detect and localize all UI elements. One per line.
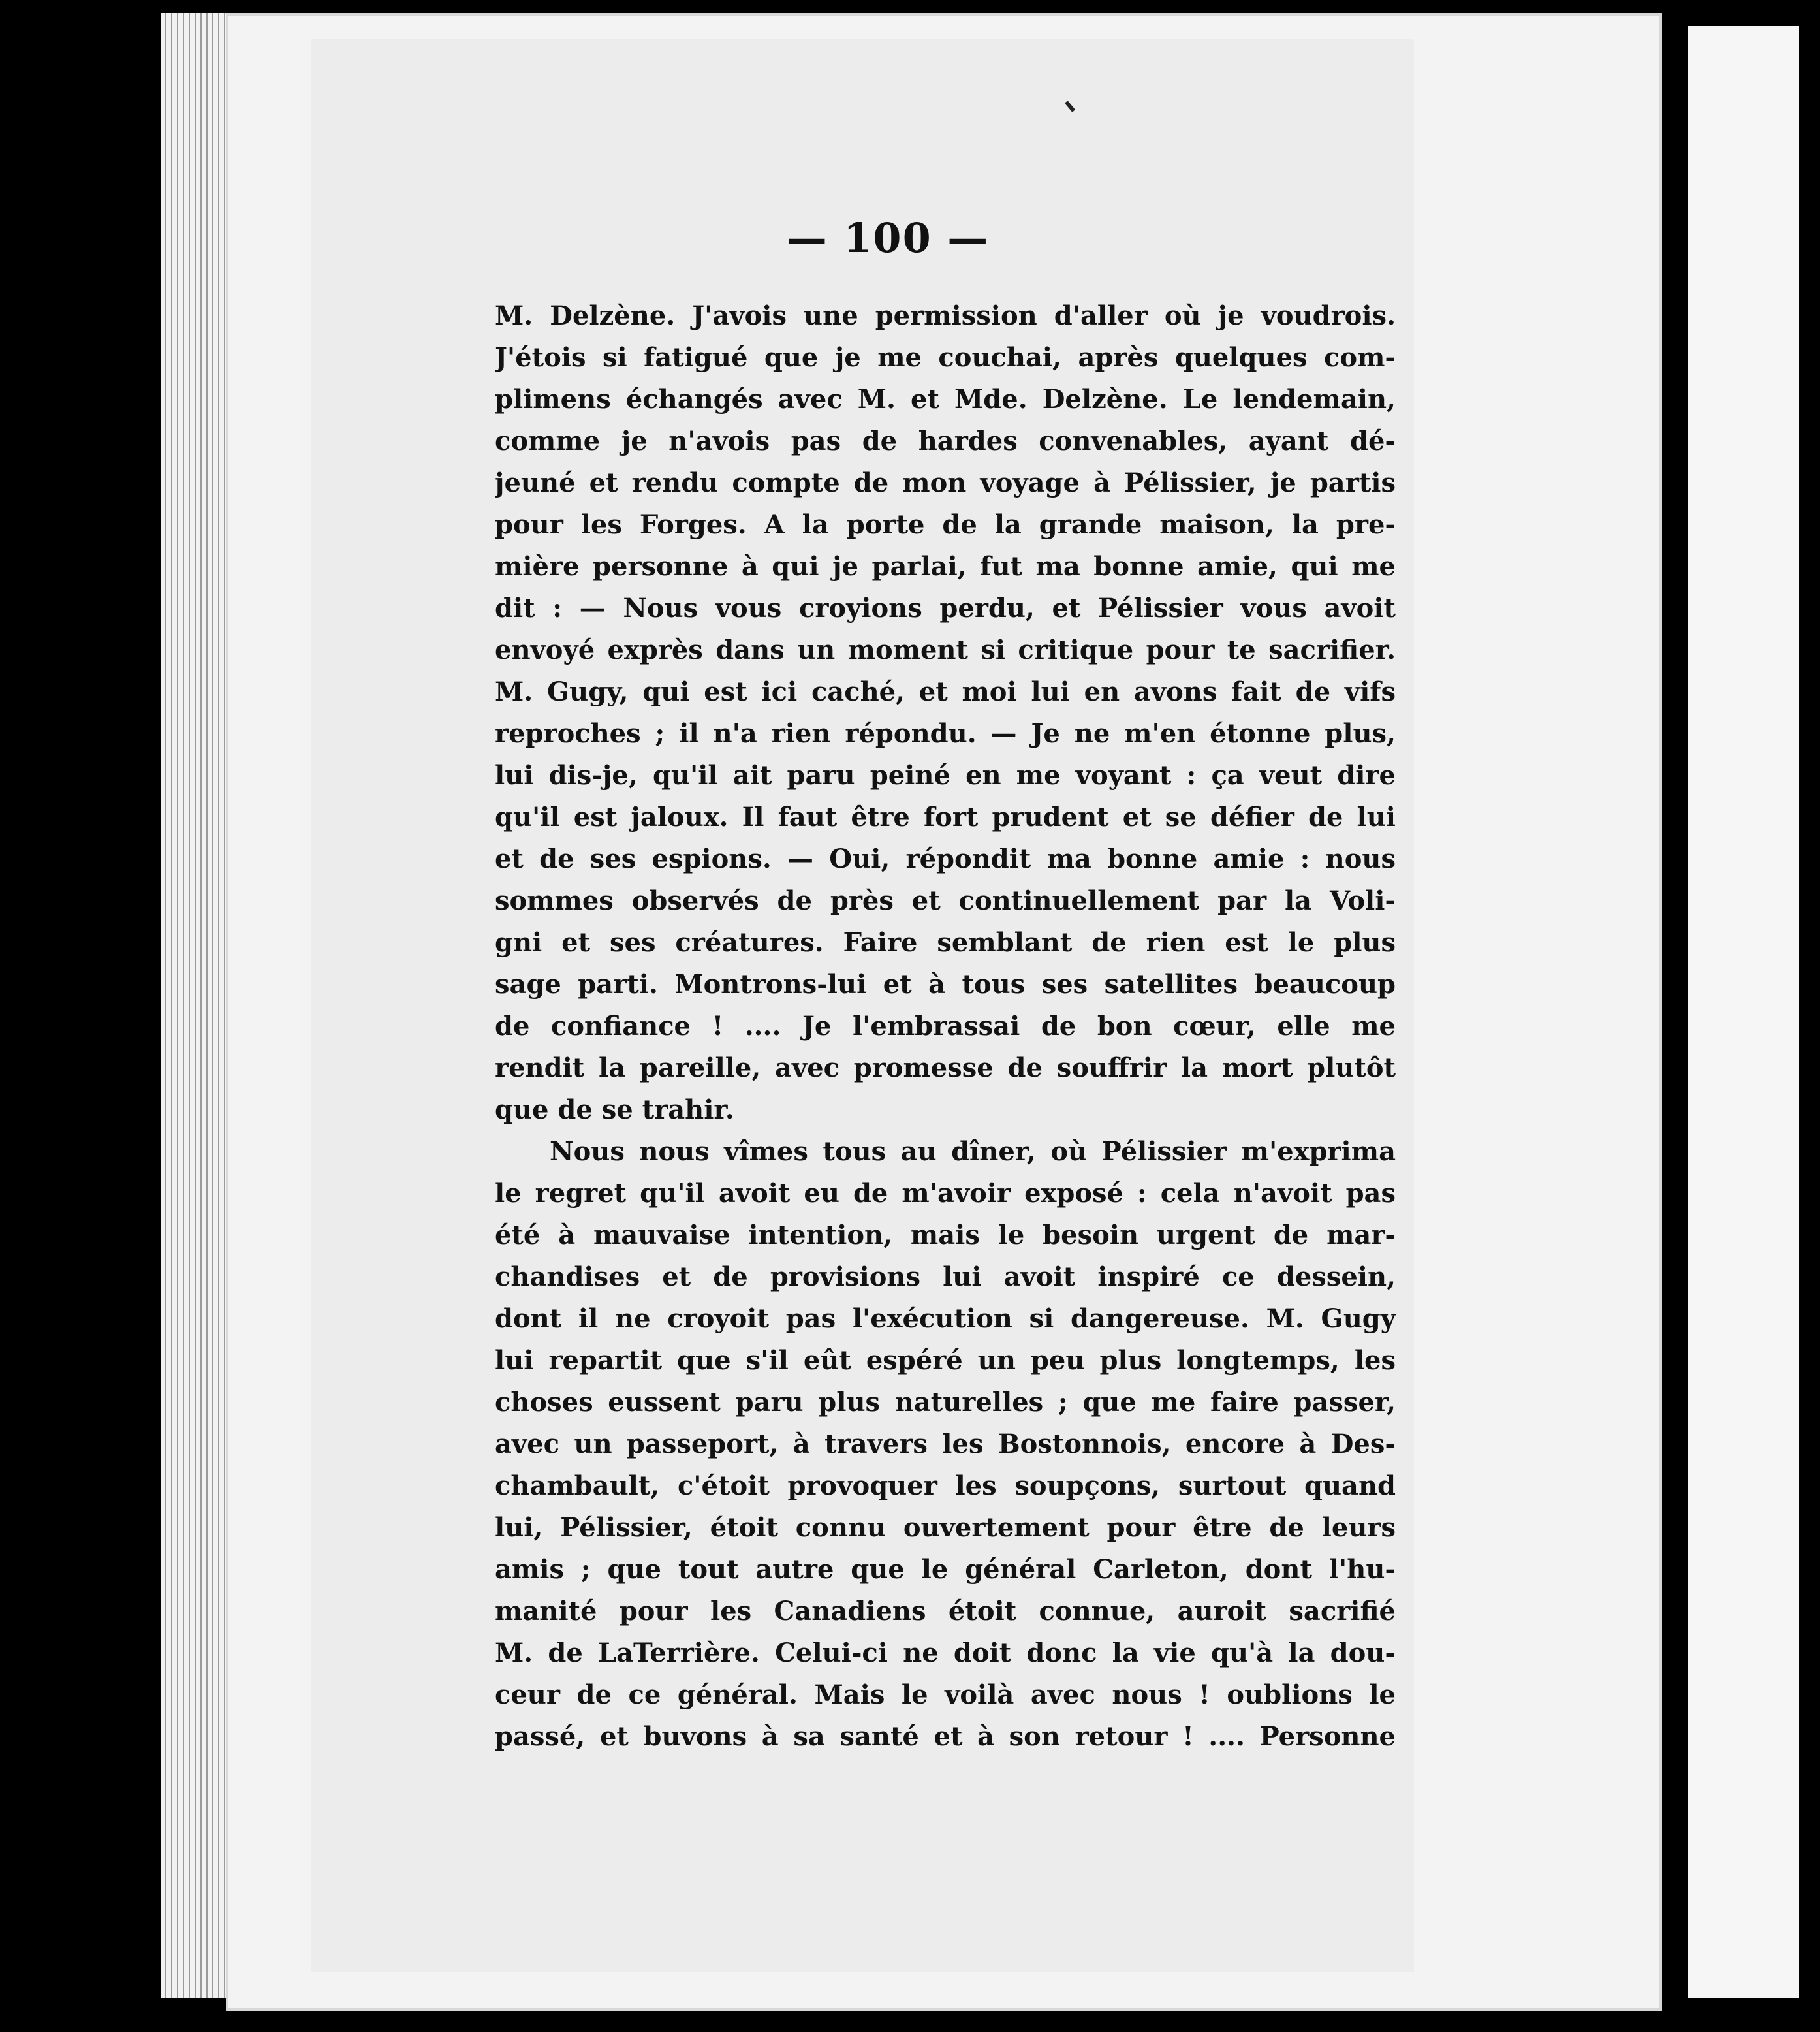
text-line: manité pour les Canadiens étoit connue, auroit sacrifié bbox=[495, 1596, 1396, 1627]
book-page-edges bbox=[161, 13, 232, 1998]
text-line: le regret qu'il avoit eu de m'avoir exposé : cela n'avoit pas bbox=[495, 1178, 1396, 1209]
text-line: M. Delzène. J'avois une permission d'aller où je voudrois. bbox=[495, 300, 1396, 331]
text-line: de confiance ! .... Je l'embrassai de bon cœur, elle me bbox=[495, 1011, 1396, 1041]
text-line: envoyé exprès dans un moment si critique pour te sacrifier. bbox=[495, 635, 1396, 665]
text-line: Nous nous vîmes tous au dîner, où Pélissier m'exprima bbox=[550, 1136, 1396, 1167]
text-line: qu'il est jaloux. Il faut être fort prudent et se défier de lui bbox=[495, 802, 1396, 833]
text-line: été à mauvaise intention, mais le besoin urgent de mar- bbox=[495, 1220, 1396, 1250]
text-line: lui dis-je, qu'il ait paru peiné en me voyant : ça veut dire bbox=[495, 760, 1396, 791]
text-line: passé, et buvons à sa santé et à son retour ! .... Personne bbox=[495, 1721, 1396, 1752]
facing-page-edge bbox=[1688, 26, 1799, 1998]
text-line: sommes observés de près et continuellement par la Voli- bbox=[495, 885, 1396, 916]
text-line: M. Gugy, qui est ici caché, et moi lui en avons fait de vifs bbox=[495, 676, 1396, 707]
text-line: choses eussent paru plus naturelles ; que me faire passer, bbox=[495, 1387, 1396, 1418]
text-line: lui, Pélissier, étoit connu ouvertement pour être de leurs bbox=[495, 1512, 1396, 1543]
text-line: dit : — Nous vous croyions perdu, et Pélissier vous avoit bbox=[495, 593, 1396, 624]
text-line: M. de LaTerrière. Celui-ci ne doit donc la vie qu'à la dou- bbox=[495, 1638, 1396, 1668]
text-line: comme je n'avois pas de hardes convenables, ayant dé- bbox=[495, 426, 1396, 456]
text-line: lui repartit que s'il eût espéré un peu plus longtemps, les bbox=[495, 1345, 1396, 1376]
text-line: sage parti. Montrons-lui et à tous ses satellites beaucoup bbox=[495, 969, 1396, 1000]
page-number: — 100 — bbox=[786, 214, 990, 262]
text-line: rendit la pareille, avec promesse de souffrir la mort plutôt bbox=[495, 1053, 1396, 1083]
text-line: J'étois si fatigué que je me couchai, après quelques com- bbox=[495, 342, 1396, 373]
book-gutter bbox=[1662, 13, 1688, 2011]
body-text bbox=[495, 295, 1396, 1758]
text-line: jeuné et rendu compte de mon voyage à Pélissier, je partis bbox=[495, 468, 1396, 498]
text-line: reproches ; il n'a rien répondu. — Je ne m'en étonne plus, bbox=[495, 718, 1396, 749]
text-line: dont il ne croyoit pas l'exécution si dangereuse. M. Gugy bbox=[495, 1303, 1396, 1334]
text-line: ceur de ce général. Mais le voilà avec nous ! oublions le bbox=[495, 1679, 1396, 1710]
text-line: plimens échangés avec M. et Mde. Delzène. Le lendemain, bbox=[495, 384, 1396, 415]
text-line: et de ses espions. — Oui, répondit ma bonne amie : nous bbox=[495, 844, 1396, 874]
text-line: mière personne à qui je parlai, fut ma bonne amie, qui me bbox=[495, 551, 1396, 582]
text-line: chambault, c'étoit provoquer les soupçons, surtout quand bbox=[495, 1470, 1396, 1501]
text-line: que de se trahir. bbox=[495, 1094, 734, 1125]
text-line: pour les Forges. A la porte de la grande maison, la pre- bbox=[495, 509, 1396, 540]
text-line: chandises et de provisions lui avoit inspiré ce dessein, bbox=[495, 1262, 1396, 1292]
text-line: avec un passeport, à travers les Bostonnois, encore à Des- bbox=[495, 1429, 1396, 1459]
text-line: amis ; que tout autre que le général Carleton, dont l'hu- bbox=[495, 1554, 1396, 1585]
text-line: gni et ses créatures. Faire semblant de rien est le plus bbox=[495, 927, 1396, 958]
